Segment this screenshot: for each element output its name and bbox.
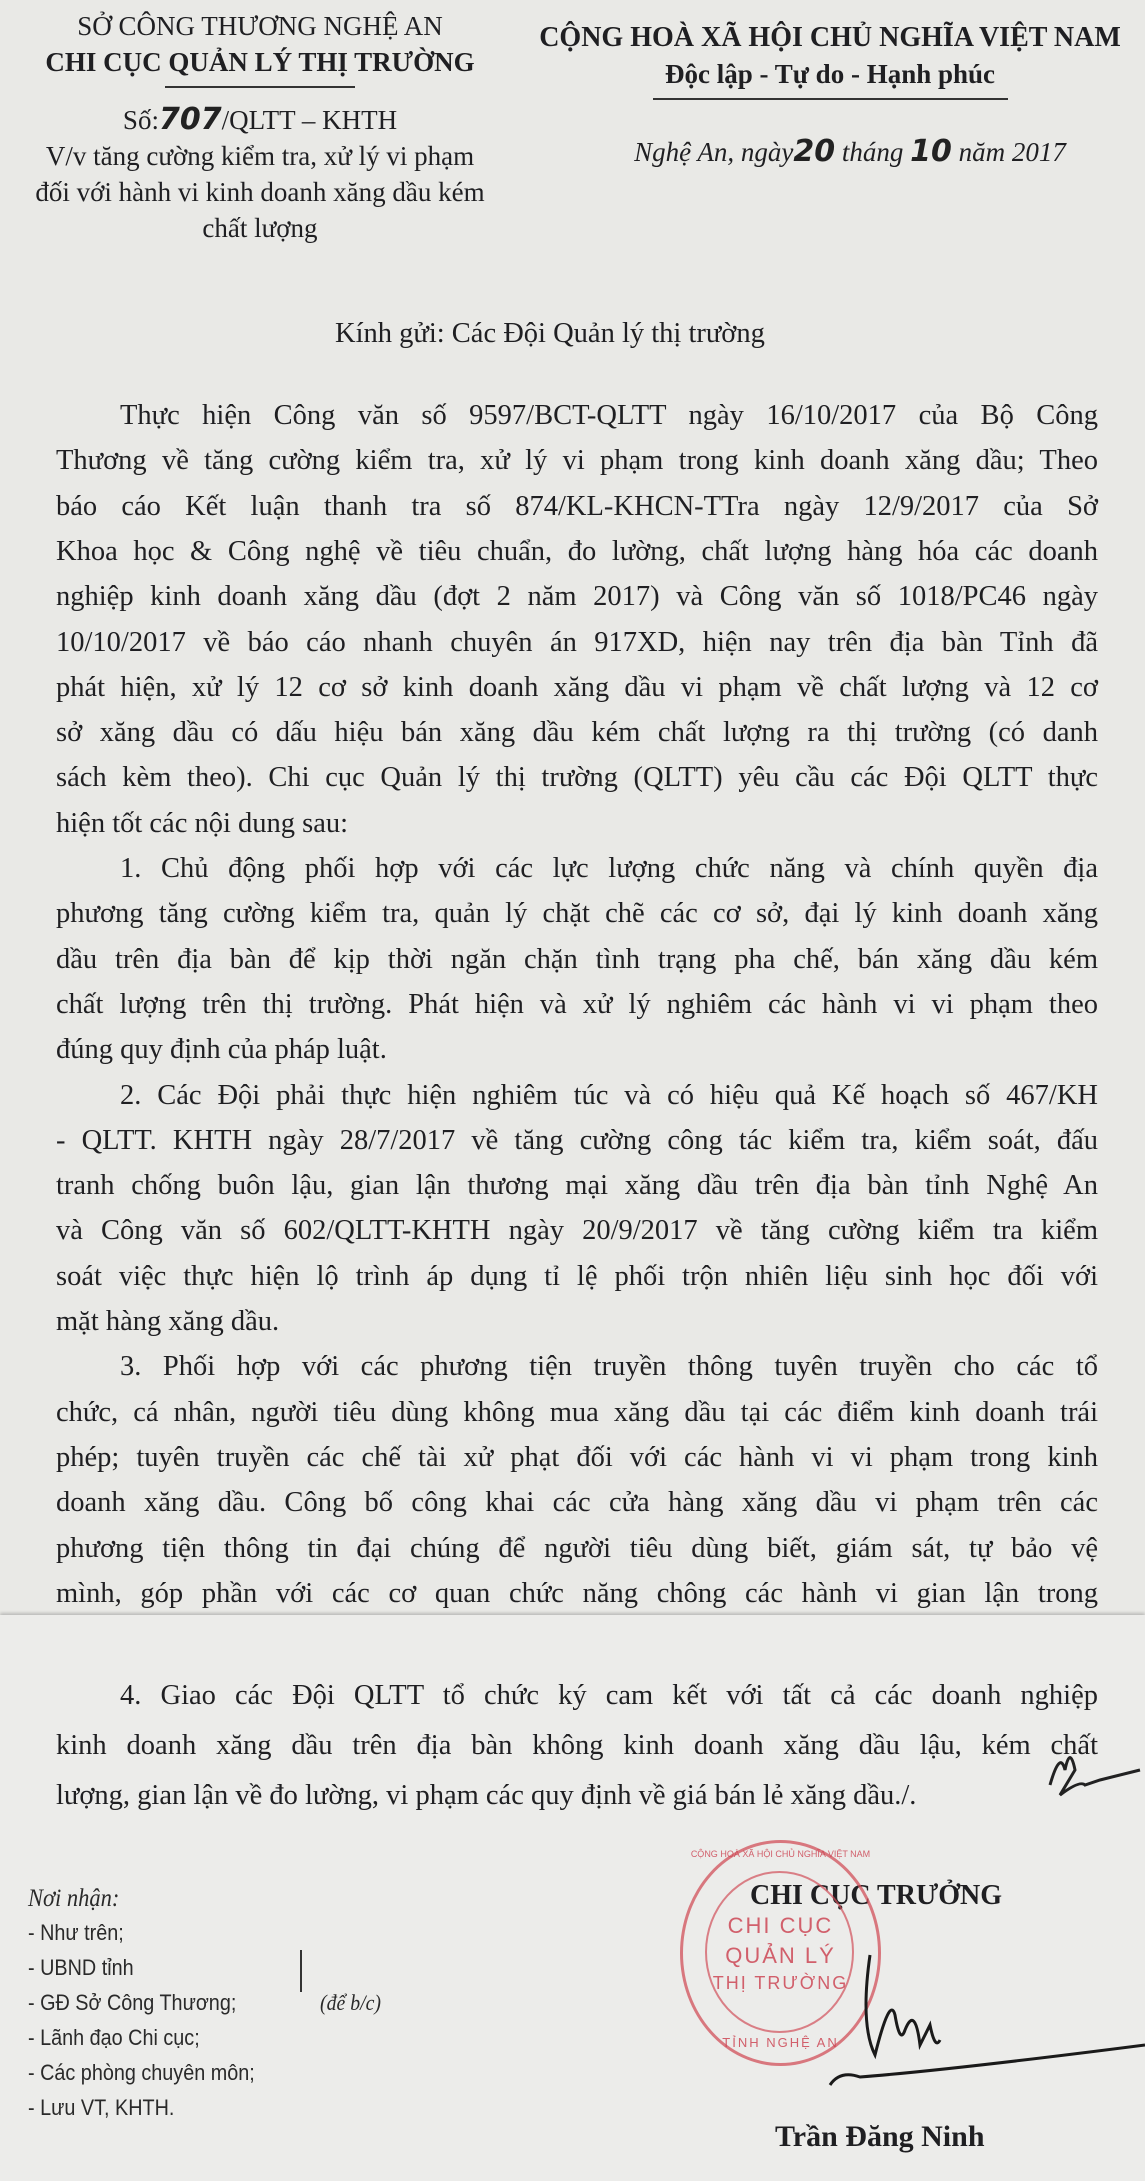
body-line: báo cáo Kết luận thanh tra số 874/KL-KHCN-TTra ngày 12/9/2017 của Sở — [56, 490, 1098, 522]
divider — [165, 86, 355, 88]
signer-title: CHI CỤC TRƯỞNG — [750, 1880, 1003, 1911]
body-line: và Công văn số 602/QLTT-KHTH ngày 20/9/2017 về tăng cường kiểm tra kiểm — [56, 1215, 1098, 1247]
number-prefix: Số: — [122, 105, 159, 135]
body-line: soát việc thực hiện lộ trình áp dụng tỉ lệ phối trộn nhiên liệu sinh học đối với — [56, 1260, 1098, 1292]
subject-line: V/v tăng cường kiểm tra, xử lý vi phạm — [45, 141, 475, 171]
divider — [653, 98, 1008, 100]
subject-line: chất lượng — [202, 213, 318, 243]
item-4-line: kinh doanh xăng dầu trên địa bàn không kinh doanh xăng dầu lậu, kém chất — [56, 1730, 1098, 1761]
subject-line: đối với hành vi kinh doanh xăng dầu kém — [35, 177, 485, 207]
item-4-line: lượng, gian lận về đo lường, vi phạm các quy định về giá bán lẻ xăng dầu./. — [56, 1780, 917, 1811]
recipient-item: - Lãnh đạo Chi cục; — [28, 2025, 200, 2050]
body-line: mặt hàng xăng dầu. — [56, 1306, 280, 1337]
body-line: tranh chống buôn lậu, gian lận thương mại xăng dầu trên địa bàn tỉnh Nghệ An — [56, 1170, 1098, 1202]
body-line: sách kèm theo). Chi cục Quản lý thị trường (QLTT) yêu cầu các Đội QLTT thực — [56, 762, 1098, 794]
recipients-title: Nơi nhận: — [28, 1885, 120, 1912]
body-line: sở xăng dầu có dấu hiệu bán xăng dầu kém chất lượng ra thị trường (có danh — [56, 717, 1098, 749]
stamp-text: CỘNG HOÀ XÃ HỘI CHỦ NGHĨA VIỆT NAM — [690, 1849, 871, 1859]
signer-name: Trần Đăng Ninh — [775, 2120, 985, 2153]
brace-line — [300, 1950, 302, 1992]
body-line: 1. Chủ động phối hợp với các lực lượng chức năng và chính quyền địa — [120, 853, 1098, 884]
body-line: phép; tuyên truyền các chế tài xử phạt đối với các hành vi vi phạm trong kinh — [56, 1441, 1098, 1473]
recipients-note: (để b/c) — [320, 1990, 382, 2015]
body-line: chức, cá nhân, người tiêu dùng không mua xăng dầu tại các điểm kinh doanh trái — [56, 1396, 1098, 1428]
ministry-name: SỞ CÔNG THƯƠNG NGHỆ AN — [77, 11, 443, 41]
day-handwritten: 20 — [793, 134, 836, 169]
issuer-block — [20, 8, 500, 246]
recipient-item: - UBND tỉnh — [28, 1955, 134, 1980]
recipient-item: - Các phòng chuyên môn; — [28, 2060, 255, 2085]
document-number — [20, 102, 500, 138]
body-line: phương tăng cường kiểm tra, quản lý chặt chẽ các cơ sở, đại lý kinh doanh xăng — [56, 898, 1098, 930]
body-line: dầu trên địa bàn để kịp thời ngăn chặn tình trạng pha chế, bán xăng dầu kém — [56, 943, 1098, 975]
place-date-prefix: Nghệ An, ngày — [634, 137, 794, 167]
month-handwritten: 10 — [910, 134, 952, 169]
recipient-item: - Lưu VT, KHTH. — [28, 2095, 175, 2120]
number-suffix: /QLTT – KHTH — [221, 105, 398, 135]
body-line: mình, góp phần với các cơ quan chức năng chông các hành vi gian lận trong — [56, 1577, 1098, 1609]
motto: Độc lập - Tự do - Hạnh phúc — [664, 59, 996, 89]
agency-name: CHI CỤC QUẢN LÝ THỊ TRƯỜNG — [45, 47, 475, 77]
body-line: hiện tốt các nội dung sau: — [56, 807, 349, 839]
stamp-text: THỊ TRƯỜNG — [712, 1973, 849, 1993]
nation-title: CỘNG HOÀ XÃ HỘI CHỦ NGHĨA VIỆT NAM — [539, 22, 1121, 53]
second-page-fragment — [0, 1615, 1145, 2181]
body-line: 3. Phối hợp với các phương tiện truyền thông tuyên truyền cho các tổ — [120, 1351, 1098, 1383]
body-line: 10/10/2017 về báo cáo nhanh chuyên án 917XD, hiện nay trên địa bàn Tỉnh đã — [56, 626, 1098, 658]
stamp-text: TỈNH NGHỆ AN — [722, 2035, 839, 2050]
body-line: Thực hiện Công văn số 9597/BCT-QLTT ngày 16/10/2017 của Bộ Công — [120, 400, 1098, 431]
nation-block — [520, 20, 1140, 170]
body-line: phương tiện thông tin đại chúng để người tiêu dùng biết, giám sát, tự bảo vệ — [56, 1532, 1098, 1564]
place-date — [520, 134, 1140, 170]
initials-signature — [1040, 1740, 1145, 1810]
body-line: nghiệp kinh doanh xăng dầu (đợt 2 năm 2017) và Công văn số 1018/PC46 ngày — [56, 581, 1098, 613]
stamp-text: QUẢN LÝ — [725, 1943, 836, 1968]
body-line: chất lượng trên thị trường. Phát hiện và xử lý nghiêm các hành vi vi phạm theo — [56, 988, 1098, 1020]
body-line: đúng quy định của pháp luật. — [56, 1034, 387, 1066]
recipient-item: - GĐ Sở Công Thương; — [28, 1990, 237, 2015]
item-4-line: 4. Giao các Đội QLTT tổ chức ký cam kết với tất cả các doanh nghiệp — [120, 1680, 1098, 1711]
stamp-text: CHI CỤC — [727, 1913, 834, 1938]
body-line: Khoa học & Công nghệ về tiêu chuẩn, đo lường, chất lượng hàng hóa các doanh — [56, 535, 1098, 567]
recipient-item: - Như trên; — [28, 1920, 124, 1945]
handwritten-signature — [800, 1935, 1145, 2095]
month-label: tháng — [841, 137, 904, 167]
number-handwritten: 707 — [158, 102, 222, 137]
body-line: 2. Các Đội phải thực hiện nghiêm túc và có hiệu quả Kế hoạch số 467/KH — [120, 1079, 1098, 1111]
body-line: phát hiện, xử lý 12 cơ sở kinh doanh xăng dầu vi phạm về chất lượng và 12 cơ — [56, 671, 1098, 703]
body-line: doanh xăng dầu. Công bố công khai các cửa hàng xăng dầu vi phạm trên các — [56, 1487, 1098, 1519]
year-label: năm 2017 — [958, 137, 1066, 167]
body-line: Thương về tăng cường kiểm tra, xử lý vi phạm trong kinh doanh xăng dầu; Theo — [56, 445, 1098, 477]
body-line: - QLTT. KHTH ngày 28/7/2017 về tăng cường công tác kiểm tra, kiểm soát, đấu — [56, 1124, 1098, 1156]
recipient-line: Kính gửi: Các Đội Quản lý thị trường — [335, 318, 765, 349]
